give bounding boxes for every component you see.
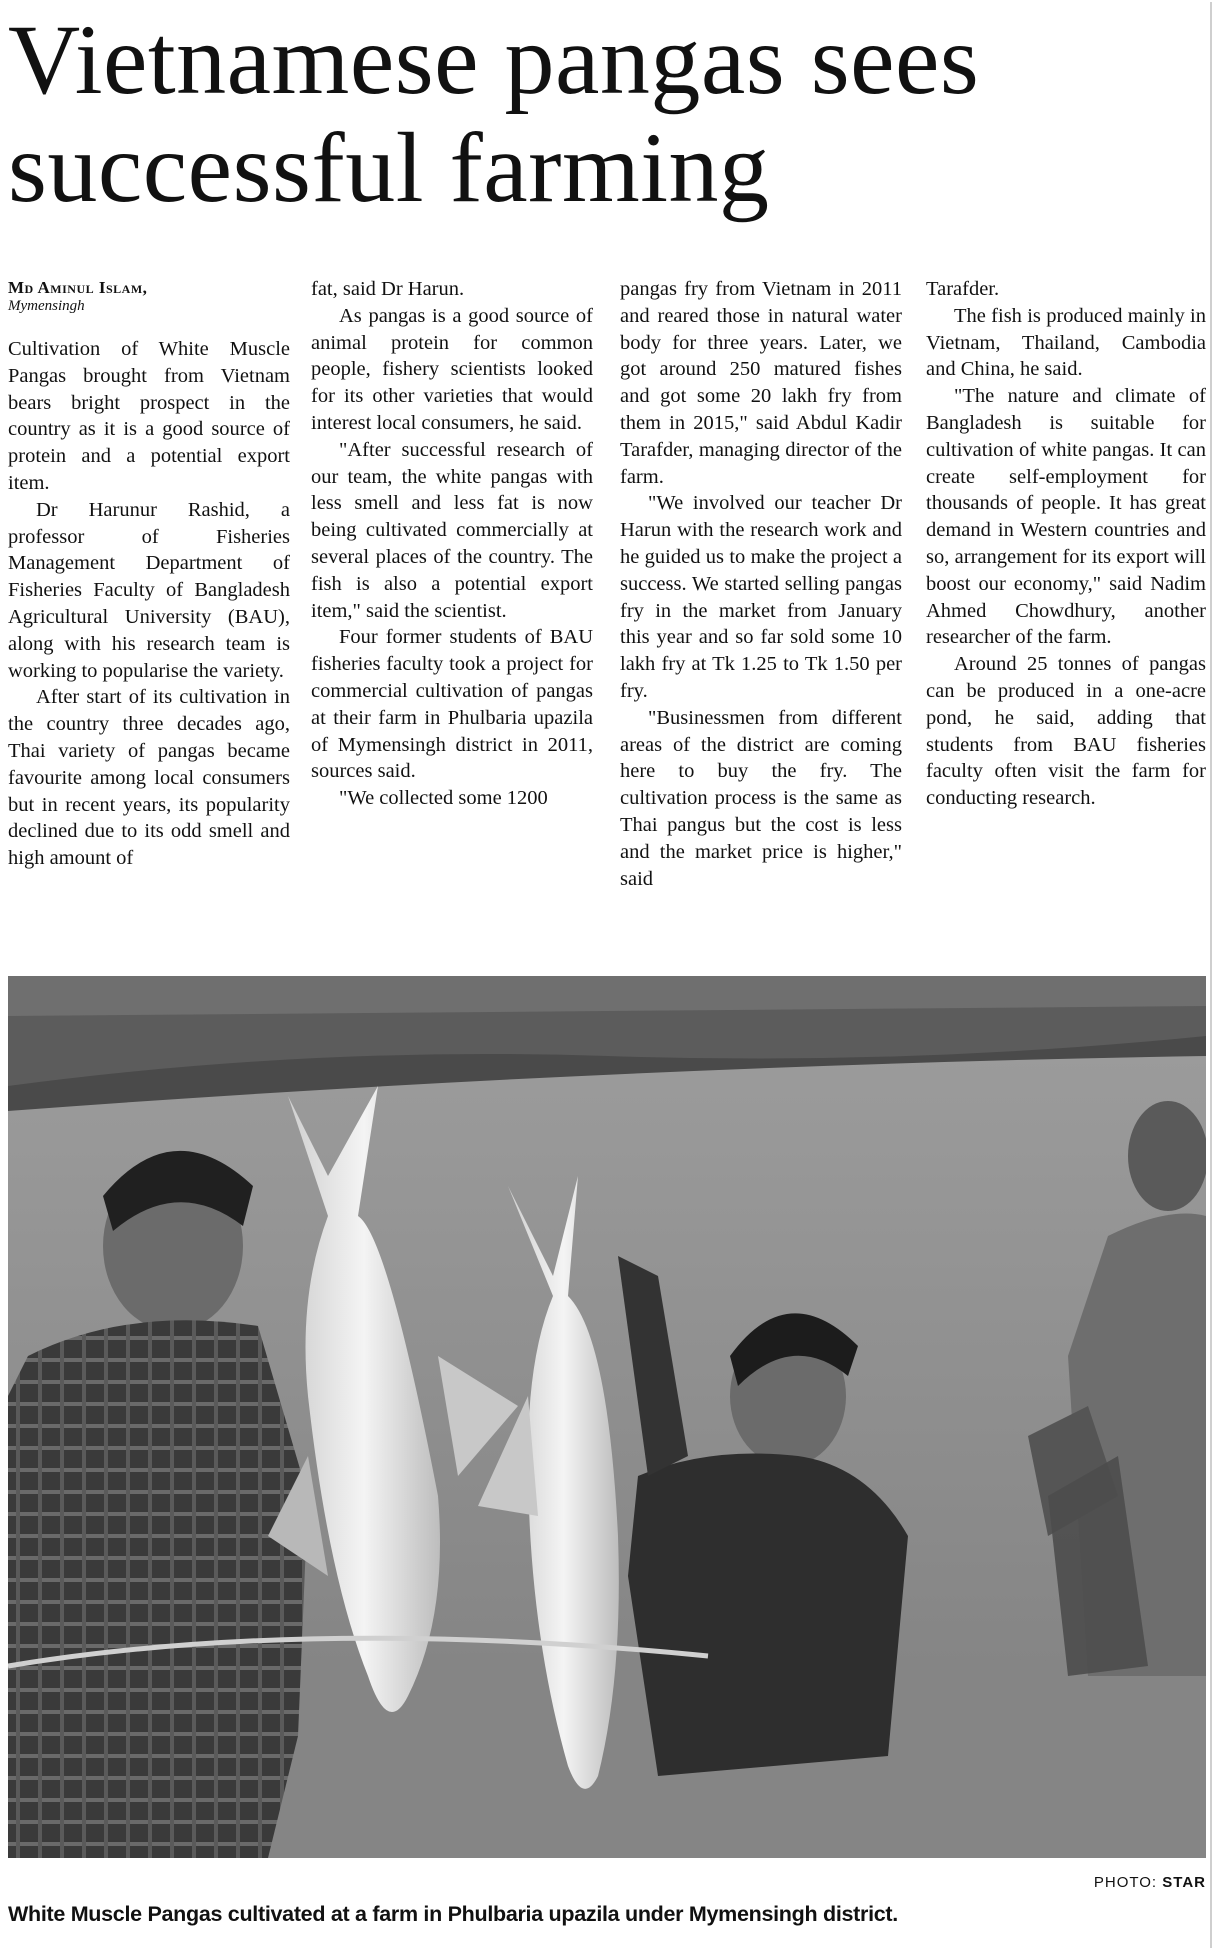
paragraph: After start of its cultivation in the country three decades ago, Thai variety of pangas became favourite among local consumers but in recent years, its popularity declined due to its odd smell and high amount of [8,686,290,870]
photo-farm-pond [8,976,1206,1858]
paragraph: Dr Harunur Rashid, a professor of Fisheries Management Department of Fisheries Faculty of Bangladesh Agricultural University (BAU), along with his research team is working to popularise the variety. [8,498,290,682]
photo-credit-source: STAR [1162,1874,1206,1891]
headline [8,6,1203,222]
article-column-4 [926,276,1206,812]
paragraph: "Businessmen from different areas of the district are coming here to buy the fry. The cultivation process is the same as Thai pangus but the cost is less and the market price is higher," said [620,706,902,890]
paragraph: "After successful research of our team, the white pangas with less smell and less fat is now being cultivated commercially at several places of the country. The fish is also a potential export item," said the scientist. [311,438,593,622]
photo-caption: White Muscle Pangas cultivated at a farm in Phulbaria upazila under Mymensingh district. [8,1902,898,1926]
byline-author: Md Aminul Islam, [8,278,148,297]
paragraph: "We collected some 1200 [339,787,548,810]
paragraph: "We involved our teacher Dr Harun with the research work and he guided us to make the project a success. We started selling pangas fry in the market from January this year and so far sold some 10 lakh fry at Tk 1.25 to Tk 1.50 per fry. [620,492,902,702]
paragraph: Tarafder. [926,278,1000,300]
article-column-3 [620,276,902,892]
paragraph: Four former students of BAU fisheries faculty took a project for commercial cultivation of pangas at their farm in Phulbaria upazila of Mymensingh district in 2011, sources said. [311,626,593,783]
article-column-2 [311,276,593,812]
byline [8,278,298,315]
paragraph: "The nature and climate of Bangladesh is suitable for cultivation of white pangas. It can create self-employment for thousands of people. It has great demand in Western countries and so, arrangement for its export will boost our economy," said Nadim Ahmed Chowdhury, another researcher of the farm. [926,385,1206,649]
byline-location: Mymensingh [8,298,85,314]
paragraph: Around 25 tonnes of pangas can be produced in a one-acre pond, he said, adding that students from BAU fisheries faculty often visit the farm for conducting research. [926,653,1206,810]
paragraph: The fish is produced mainly in Vietnam, Thailand, Cambodia and China, he said. [926,304,1206,381]
photo-credit [8,1874,1206,1891]
paragraph: fat, said Dr Harun. [311,278,465,300]
article-column-1 [8,336,290,872]
headline-line-1: Vietnamese pangas sees [8,4,980,115]
news-photo [8,976,1206,1858]
paragraph: pangas fry from Vietnam in 2011 and reared those in natural water body for three years. Later, we got around 250 matured fishes and got some 20 lakh fry from them in 2015," said Abdul Kadir Tarafder, managing director of the farm. [620,278,902,488]
paragraph: As pangas is a good source of animal protein for common people, fishery scientists looked for its other varieties that would interest local consumers, he said. [311,304,593,434]
photo-credit-prefix: PHOTO: [1093,1874,1158,1891]
paragraph: Cultivation of White Muscle Pangas brought from Vietnam bears bright prospect in the country as it is a good source of protein and a potential export item. [8,338,290,494]
headline-line-2: successful farming [8,112,770,223]
